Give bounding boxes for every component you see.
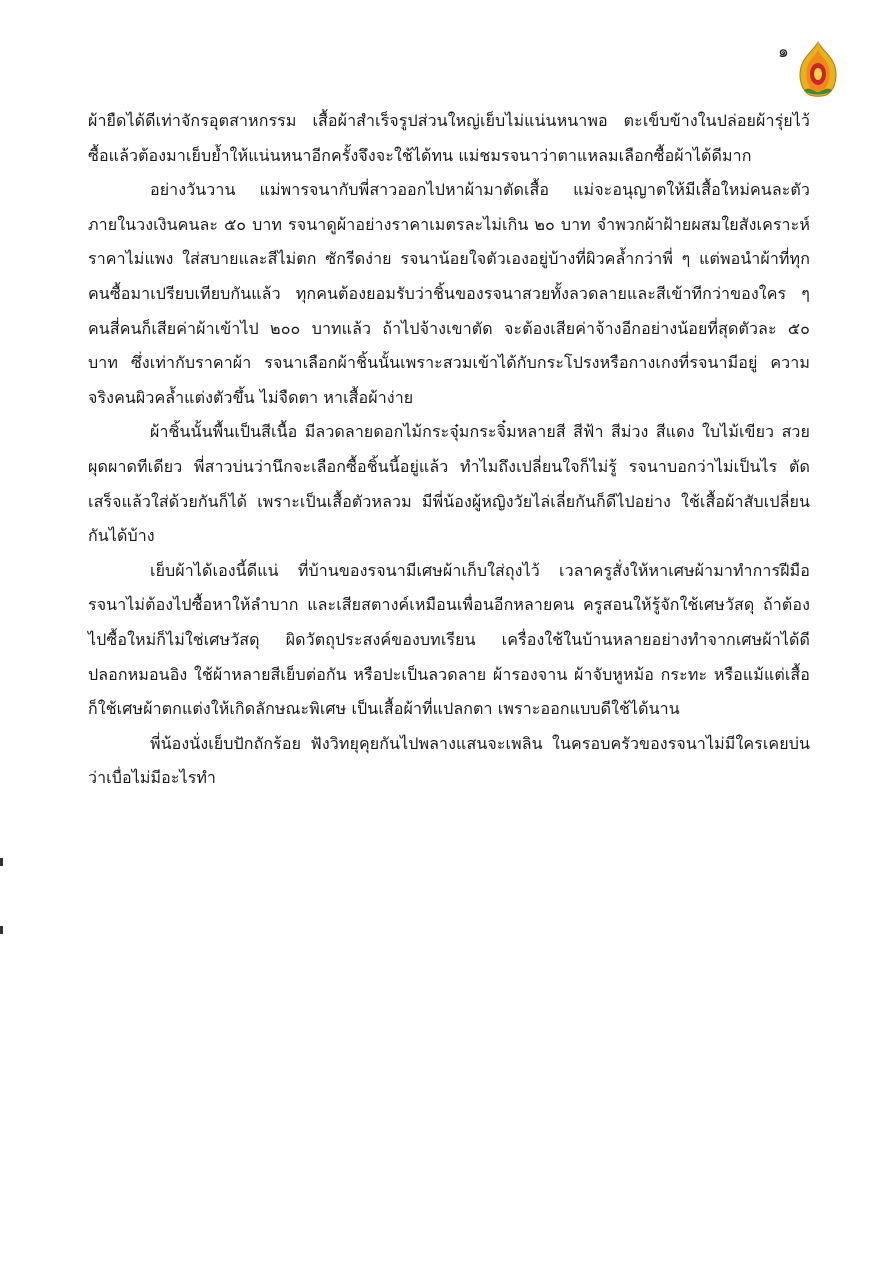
scan-edge-mark — [0, 926, 3, 934]
scan-edge-mark — [0, 858, 3, 866]
paragraph-2: อย่างวันวาน แม่พารจนากับพี่สาวออกไปหาผ้ามาตัดเสื้อ แม่จะอนุญาตให้มีเสื้อใหม่คนละตัว ภายในวงเงินคนละ ๕๐ บาท รจนาดูผ้าอย่างราคาเมตรละไม่เกิน ๒๐ บาท จำพวกผ้าฝ้ายผสมใยสังเคราะห์ ราคาไม่แพง ใส่สบายและสีไม่ตก ซักรีดง่าย รจนาน้อยใจตัวเองอยู่บ้างที่ผิวคล้ำกว่าพี่ ๆ แต่พอนำผ้าที่ทุกคนซื้อมาเปรียบเทียบกันแล้ว ทุกคนต้องยอมรับว่าชิ้นของรจนาสวยทั้งลวดลายและสีเข้าทีกว่าของใคร ๆ คนสี่คนก็เสียค่าผ้าเข้าไป ๒๐๐ บาทแล้ว ถ้าไปจ้างเขาตัด จะต้องเสียค่าจ้างอีกอย่างน้อยที่สุดตัวละ ๕๐ บาท ซึ่งเท่ากับราคาผ้า รจนาเลือกผ้าชิ้นนั้นเพราะสวมเข้าได้กับกระโปรงหรือกางเกงที่รจนามีอยู่ ความจริงคนผิวคล้ำแต่งตัวขึ้น ไม่จืดตา หาเสื้อผ้าง่าย — [88, 180, 810, 407]
paragraph-5: พี่น้องนั่งเย็บปักถักร้อย ฟังวิทยุคุยกันไปพลางแสนจะเพลิน ในครอบครัวของรจนาไม่มีใครเคยบ่นว่าเบื่อไม่มีอะไรทำ — [88, 733, 810, 788]
paragraph-1: ผ้ายืดได้ดีเท่าจักรอุตสาหกรรม เสื้อผ้าสำเร็จรูปส่วนใหญ่เย็บไม่แน่นหนาพอ ตะเข็บข้างในปล่อยผ้ารุ่ยไว้ ซื้อแล้วต้องมาเย็บย้ำให้แน่นหนาอีกครั้งจึงจะใช้ได้ทน แม่ชมรจนาว่าตาแหลมเลือกซื้อผ้าได้ดีมาก — [88, 111, 810, 165]
page-number: ๑ — [778, 42, 789, 62]
paragraph-4: เย็บผ้าได้เองนี้ดีแน่ ที่บ้านของรจนามีเศษผ้าเก็บใส่ถุงไว้ เวลาครูสั่งให้หาเศษผ้ามาทำการฝีมือ รจนาไม่ต้องไปซื้อหาให้ลำบาก และเสียสตางค์เหมือนเพื่อนอีกหลายคน ครูสอนให้รู้จักใช้เศษวัสดุ ถ้าต้องไปซื้อใหม่ก็ไม่ใช่เศษวัสดุ ผิดวัตถุประสงค์ของบทเรียน เครื่องใช้ในบ้านหลายอย่างทำจากเศษผ้าได้ดี ปลอกหมอนอิง ใช้ผ้าหลายสีเย็บต่อกัน หรือปะเป็นลวดลาย ผ้ารองจาน ผ้าจับหูหม้อ กระทะ หรือแม้แต่เสื้อก็ใช้เศษผ้าตกแต่งให้เกิดลักษณะพิเศษ เป็นเสื้อผ้าที่แปลกตา เพราะออกแบบดีใช้ได้นาน — [88, 560, 810, 719]
paragraph-3: ผ้าชิ้นนั้นพื้นเป็นสีเนื้อ มีลวดลายดอกไม้กระจุ๋มกระจิ๋มหลายสี สีฟ้า สีม่วง สีแดง ใบไม้เขียว สวยผุดผาดทีเดียว พี่สาวบ่นว่านึกจะเลือกซื้อชิ้นนี้อยู่แล้ว ทำไมถึงเปลี่ยนใจก็ไม่รู้ รจนาบอกว่าไม่เป็นไร ตัดเสร็จแล้วใส่ด้วยกันก็ได้ เพราะเป็นเสื้อตัวหลวม มีพี่น้องผู้หญิงวัยไล่เลี่ยกันก็ดีไปอย่าง ใช้เสื้อผ้าสับเปลี่ยนกันได้บ้าง — [88, 422, 810, 546]
body-text — [88, 104, 810, 796]
school-emblem-icon — [796, 40, 840, 100]
